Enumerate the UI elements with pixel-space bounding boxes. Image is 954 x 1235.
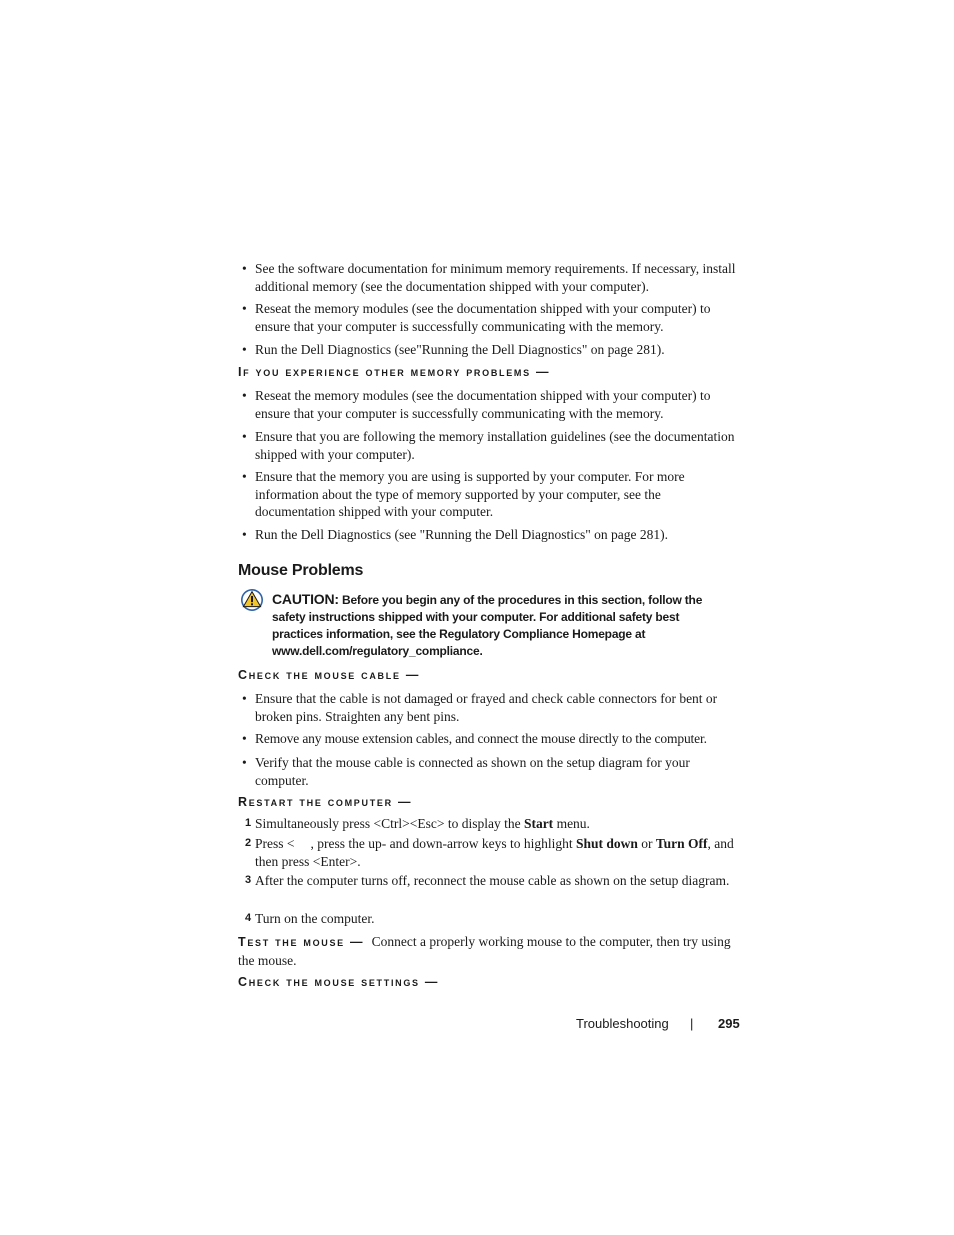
step-number: 3	[245, 874, 252, 886]
bullet-item	[242, 428, 738, 464]
bullet-dot: •	[242, 691, 247, 706]
numbered-step	[245, 835, 735, 871]
caution-triangle-icon	[240, 588, 264, 612]
bullet-item	[242, 526, 738, 544]
step-number: 4	[245, 912, 252, 924]
step-number: 2	[245, 837, 252, 849]
step-text-part: or	[637, 836, 656, 851]
bullet-text: Ensure that you are following the memory installation guidelines (see the documentation shipped with your computer).	[255, 429, 735, 462]
step-text: Turn on the computer.	[255, 911, 375, 926]
bullet-dot: •	[242, 731, 247, 746]
bullet-dot: •	[242, 342, 247, 357]
caution-note	[272, 591, 732, 660]
shut-down-label: Shut down	[575, 836, 638, 851]
bullet-text: Reseat the memory modules (see the documentation shipped with your computer) to ensure that your computer is successfully communicating with the memory.	[255, 388, 711, 421]
bullet-text: Ensure that the cable is not damaged or frayed and check cable connectors for bent or broken pins. Straighten any bent pins.	[255, 691, 718, 724]
step-text-part: menu.	[553, 816, 590, 831]
numbered-step	[245, 872, 735, 908]
subheading-check-settings: Check the mouse settings —	[238, 975, 440, 989]
bullet-text: Run the Dell Diagnostics (see"Running the Dell Diagnostics" on page 281).	[255, 342, 665, 357]
subheading-test-mouse: Test the mouse —	[238, 935, 365, 949]
bullet-item	[242, 690, 738, 726]
bullet-item	[242, 730, 738, 748]
bullet-text: See the software documentation for minimum memory requirements. If necessary, install additional memory (see the documentation shipped with your computer).	[255, 261, 736, 294]
numbered-step	[245, 815, 735, 833]
step-text-part: , press the up- and down-arrow keys to highlight	[310, 836, 576, 851]
bullet-item	[242, 754, 738, 790]
step-text-part: Simultaneously press <Ctrl><Esc> to display the	[255, 816, 524, 831]
bullet-dot: •	[242, 388, 247, 403]
bullet-item	[242, 260, 738, 296]
bullet-dot: •	[242, 527, 247, 542]
subheading-restart: Restart the computer —	[238, 795, 413, 809]
step-text	[255, 835, 735, 870]
bullet-dot: •	[242, 469, 247, 484]
bullet-dot: •	[242, 429, 247, 444]
step-text-part: Press <	[255, 836, 295, 851]
bullet-text: Run the Dell Diagnostics (see "Running the Dell Diagnostics" on page 281).	[255, 527, 668, 542]
caution-label: CAUTION:	[272, 591, 339, 607]
step-text-part: , and then press <Enter>.	[255, 836, 734, 869]
step-number: 1	[245, 817, 252, 829]
bullet-dot: •	[242, 301, 247, 316]
test-mouse-text: Connect a properly working mouse to the computer, then try using the mouse.	[238, 934, 731, 968]
footer-separator: |	[690, 1016, 694, 1031]
bullet-dot: •	[242, 261, 247, 276]
bullet-text: Remove any mouse extension cables, and connect the mouse directly to the computer.	[255, 731, 707, 746]
bullet-item	[242, 387, 738, 423]
subheading-other-memory: If you experience other memory problems —	[238, 365, 551, 379]
footer-section-name: Troubleshooting	[576, 1016, 669, 1031]
turn-off-label: Turn Off	[655, 836, 708, 851]
page-number: 295	[718, 1016, 740, 1031]
bullet-dot: •	[242, 755, 247, 770]
subheading-check-cable: Check the mouse cable —	[238, 668, 421, 682]
start-menu-label: Start	[523, 816, 554, 831]
bullet-item	[242, 468, 738, 522]
section-title: Mouse Problems	[238, 562, 364, 579]
step-text: After the computer turns off, reconnect the mouse cable as shown on the setup diagram.	[255, 873, 730, 888]
test-mouse-paragraph	[238, 933, 738, 969]
step-text	[255, 815, 735, 833]
bullet-text: Ensure that the memory you are using is supported by your computer. For more information about the type of memory supported by your computer, see the documentation shipped with your computer.	[255, 469, 685, 519]
bullet-text: Verify that the mouse cable is connected as shown on the setup diagram for your computer.	[255, 755, 690, 788]
numbered-step	[245, 910, 735, 928]
caution-text: Before you begin any of the procedures in this section, follow the safety instructions shipped with your computer. For additional safety best practices information, see the Regulatory Compliance Homepage at www.dell.com/regulatory_compliance.	[272, 593, 703, 658]
bullet-item	[242, 341, 738, 359]
bullet-item	[242, 300, 738, 336]
bullet-text: Reseat the memory modules (see the documentation shipped with your computer) to ensure that your computer is successfully communicating with the memory.	[255, 301, 711, 334]
